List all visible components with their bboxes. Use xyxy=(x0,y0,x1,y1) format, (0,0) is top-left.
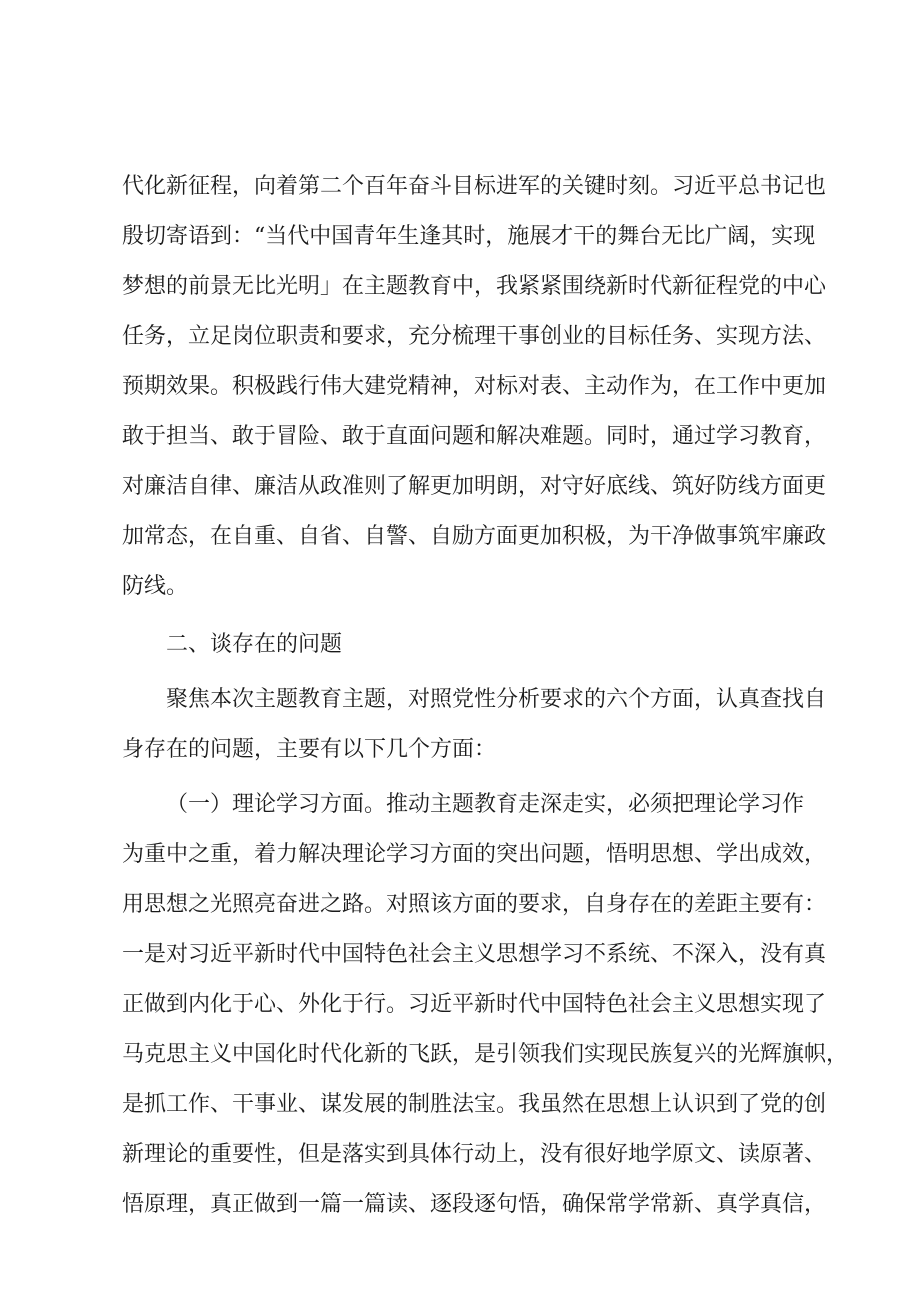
paragraph-line: 预期效果。积极践行伟大建党精神，对标对表、主动作为，在工作中更加 xyxy=(122,374,827,399)
paragraph-line: 一是对习近平新时代中国特色社会主义思想学习不系统、不深入，没有真 xyxy=(122,942,827,967)
paragraph-line: 新理论的重要性，但是落实到具体行动上，没有很好地学原文、读原著、 xyxy=(122,1142,827,1167)
paragraph-line: 悟原理，真正做到一篇一篇读、逐段逐句悟，确保常学常新、真学真信， xyxy=(122,1192,827,1217)
paragraph-line: 加常态，在自重、自省、自警、自励方面更加积极，为干净做事筑牢廉政 xyxy=(122,524,827,549)
paragraph-line: 代化新征程，向着第二个百年奋斗目标进军的关键时刻。习近平总书记也 xyxy=(122,174,827,199)
paragraph-line: 防线。 xyxy=(122,574,189,599)
paragraph-line: 聚焦本次主题教育主题，对照党性分析要求的六个方面，认真查找自 xyxy=(166,687,827,712)
paragraph-line: 殷切寄语到：“当代中国青年生逢其时，施展才干的舞台无比广阔，实现 xyxy=(122,224,816,249)
paragraph-line: 对廉洁自律、廉洁从政准则了解更加明朗，对守好底线、筑好防线方面更 xyxy=(122,474,827,499)
paragraph-line: 梦想的前景无比光明」在主题教育中，我紧紧围绕新时代新征程党的中心 xyxy=(122,274,827,299)
paragraph-line: 敢于担当、敢于冒险、敢于直面问题和解决难题。同时，通过学习教育， xyxy=(122,424,827,449)
section-heading: 二、谈存在的问题 xyxy=(166,632,343,657)
paragraph-line: 身存在的问题，主要有以下几个方面： xyxy=(122,737,497,762)
paragraph-line: 正做到内化于心、外化于行。习近平新时代中国特色社会主义思想实现了 xyxy=(122,992,827,1017)
paragraph-line: 为重中之重，着力解决理论学习方面的突出问题，悟明思想、学出成效， xyxy=(122,842,827,867)
paragraph-line: 马克思主义中国化时代化新的飞跃，是引领我们实现民族复兴的光辉旗帜， xyxy=(122,1042,849,1067)
paragraph-line: 是抓工作、干事业、谋发展的制胜法宝。我虽然在思想上认识到了党的创 xyxy=(122,1092,827,1117)
paragraph-line: （一）理论学习方面。推动主题教育走深走实，必须把理论学习作 xyxy=(166,792,805,817)
paragraph-line: 用思想之光照亮奋进之路。对照该方面的要求，自身存在的差距主要有： xyxy=(122,892,827,917)
paragraph-line: 任务，立足岗位职责和要求，充分梳理干事创业的目标任务、实现方法、 xyxy=(122,324,827,349)
